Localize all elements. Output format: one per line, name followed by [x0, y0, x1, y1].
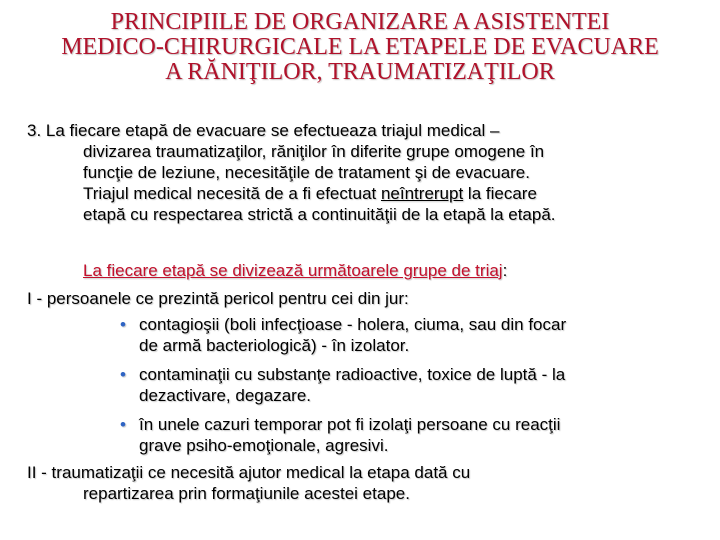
point3-line-3: funcţie de leziune, necesităţile de tratament şi de evacuare. [83, 163, 530, 182]
bullet-3-line-2: grave psiho-emoţionale, agresivi. [139, 436, 389, 455]
group-2-numeral: II [27, 463, 37, 482]
groups-intro [83, 260, 507, 281]
group-1 [27, 288, 409, 309]
group-2-text: - traumatizaţii ce necesită ajutor medical la etapa dată cu [36, 463, 471, 482]
point3-line-5: etapă cu respectarea strictă a continuităţii de la etapă la etapă. [83, 205, 556, 224]
group-2 [27, 462, 470, 483]
group-2-line-2: repartizarea prin formaţiunile acestei etape. [83, 484, 410, 503]
bullet-2-marker: • [120, 365, 126, 384]
groups-intro-text: La fiecare etapă se divizează următoarele grupe de triaj [83, 261, 503, 280]
point3-line-4-start: Triajul medical necesită de a fi efectuat [83, 184, 381, 203]
group-1-text: - persoanele ce prezintă pericol pentru cei din jur: [31, 289, 409, 308]
point3-line-4-end: la fiecare [463, 184, 537, 203]
slide-title [0, 10, 720, 85]
underlined-word: neîntrerupt [380, 184, 464, 203]
bullet-1-line-2: de armă bacteriologică) - în izolator. [139, 336, 410, 355]
bullet-2-line-1: contaminaţii cu substanţe radioactive, toxice de luptă - la [139, 365, 566, 384]
bullet-3-line-1: în unele cazuri temporar pot fi izolaţi persoane cu reacţii [139, 415, 561, 434]
point3-line-1: 3. La fiecare etapă de evacuare se efectueaza triajul medical – [27, 121, 500, 140]
bullet-1-line-1: contagioşii (boli infecţioase - holera, ciuma, sau din focar [139, 315, 567, 334]
bullet-2-line-2: dezactivare, degazare. [139, 386, 311, 405]
point3-line-2: divizarea traumatizaţilor, răniţilor în diferite grupe omogene în [83, 142, 545, 161]
groups-intro-colon: : [502, 261, 508, 280]
point3-line-4 [83, 183, 537, 204]
title-line-1: PRINCIPIILE DE ORGANIZARE A ASISTENTEI [110, 9, 610, 35]
title-line-2: MEDICO-CHIRURGICALE LA ETAPELE DE EVACUARE [61, 34, 659, 60]
bullet-1-marker: • [120, 315, 126, 334]
title-line-3: A RĂNIŢILOR, TRAUMATIZAŢILOR [165, 59, 555, 85]
group-1-numeral: I [27, 289, 32, 308]
bullet-3-marker: • [120, 415, 126, 434]
